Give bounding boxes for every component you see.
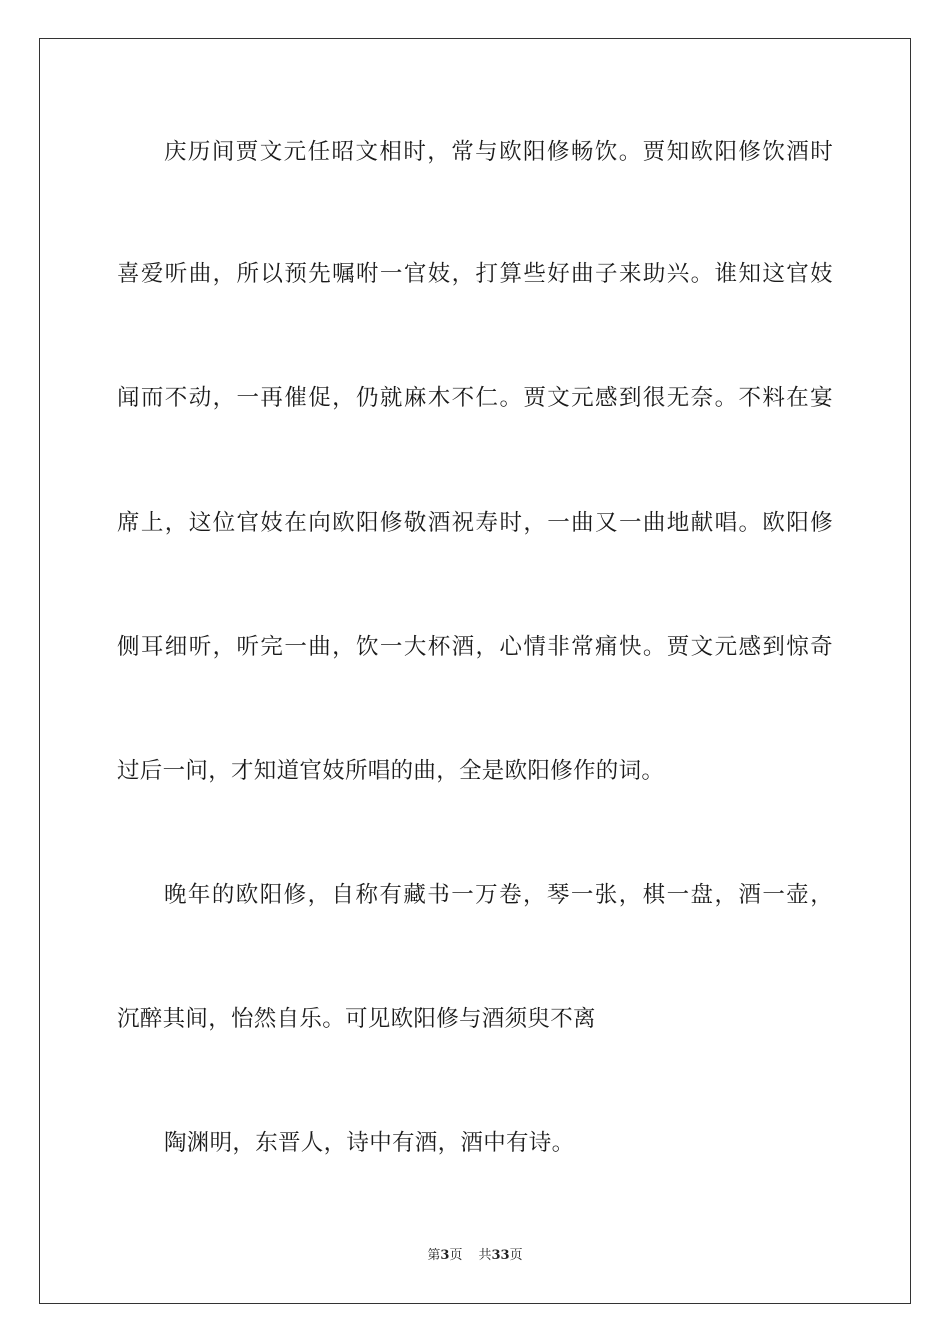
total-prefix: 共 bbox=[478, 1248, 492, 1263]
paragraph-line: 晚年的欧阳修，自称有藏书一万卷，琴一张，棋一盘，酒一壶， bbox=[164, 882, 833, 908]
paragraph-line: 陶渊明，东晋人，诗中有酒，酒中有诗。 bbox=[164, 1130, 575, 1156]
paragraph-line: 席上，这位官妓在向欧阳修敬酒祝寿时，一曲又一曲地献唱。欧阳修 bbox=[117, 510, 833, 536]
page-border bbox=[39, 38, 911, 1304]
page-suffix: 页 bbox=[449, 1248, 463, 1263]
total-suffix: 页 bbox=[509, 1248, 523, 1263]
paragraph-line: 侧耳细听，听完一曲，饮一大杯酒，心情非常痛快。贾文元感到惊奇 bbox=[117, 634, 833, 660]
paragraph-line: 过后一问，才知道官妓所唱的曲，全是欧阳修作的词。 bbox=[117, 758, 665, 784]
paragraph-line: 庆历间贾文元任昭文相时，常与欧阳修畅饮。贾知欧阳修饮酒时 bbox=[164, 139, 833, 165]
page-footer bbox=[0, 1247, 950, 1265]
page-prefix: 第 bbox=[427, 1248, 441, 1263]
total-pages: 33 bbox=[491, 1248, 510, 1263]
paragraph-line: 沉醉其间，怡然自乐。可见欧阳修与酒须臾不离 bbox=[117, 1006, 596, 1032]
paragraph-line: 喜爱听曲，所以预先嘱咐一官妓，打算些好曲子来助兴。谁知这官妓 bbox=[117, 261, 833, 287]
page-number: 3 bbox=[440, 1248, 450, 1263]
paragraph-line: 闻而不动，一再催促，仍就麻木不仁。贾文元感到很无奈。不料在宴 bbox=[117, 385, 833, 411]
